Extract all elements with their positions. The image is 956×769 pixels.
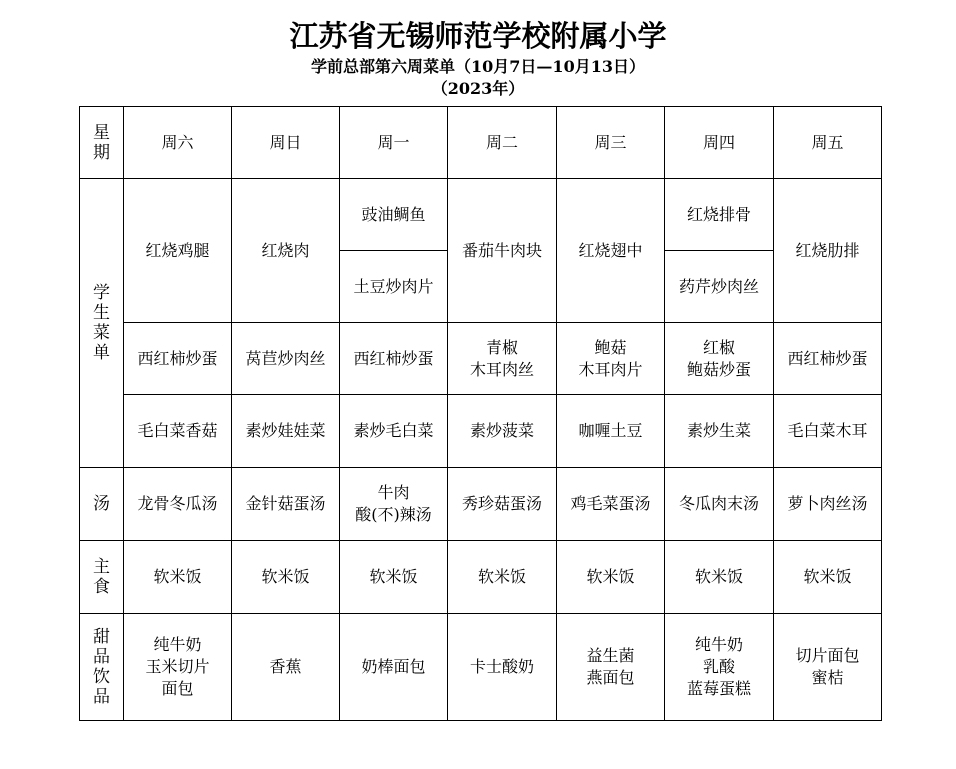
day-header-tue: 周二 <box>448 107 557 179</box>
side-dish-2-sat: 毛白菜香菇 <box>124 395 232 468</box>
dessert-thu-line-2: 乳酸 <box>702 657 735 676</box>
table-row-side-dish-1 <box>80 323 882 395</box>
side-dish-2-sun: 素炒娃娃菜 <box>232 395 340 468</box>
side-dish-1-sat: 西红柿炒蛋 <box>124 323 232 395</box>
staple-sat: 软米饭 <box>124 541 232 614</box>
dessert-sat-line-3: 面包 <box>161 679 194 698</box>
side-dish-1-wed-line-1: 鲍菇 <box>594 337 627 357</box>
soup-tue: 秀珍菇蛋汤 <box>448 468 557 541</box>
day-header-sun: 周日 <box>232 107 340 179</box>
dessert-thu-line-3: 蓝莓蛋糕 <box>686 679 751 698</box>
main-dish-tue: 番茄牛肉块 <box>448 179 557 323</box>
dessert-thu-line-1: 纯牛奶 <box>694 635 743 654</box>
weekly-menu-table <box>79 106 882 721</box>
main-dish-sun: 红烧肉 <box>232 179 340 323</box>
soup-mon <box>340 468 448 541</box>
dessert-tue: 卡士酸奶 <box>448 614 557 721</box>
table-row-dessert <box>80 614 882 721</box>
dessert-sat <box>124 614 232 721</box>
day-header-fri: 周五 <box>774 107 882 179</box>
day-header-wed: 周三 <box>557 107 665 179</box>
soup-sat: 龙骨冬瓜汤 <box>124 468 232 541</box>
dessert-thu <box>665 614 774 721</box>
staple-fri: 软米饭 <box>774 541 882 614</box>
category-soup-label: 汤 <box>93 494 110 514</box>
staple-mon: 软米饭 <box>340 541 448 614</box>
side-dish-1-sun: 莴苣炒肉丝 <box>232 323 340 395</box>
main-dish-fri: 红烧肋排 <box>774 179 882 323</box>
soup-wed: 鸡毛菜蛋汤 <box>557 468 665 541</box>
side-dish-1-wed-line-2: 木耳肉片 <box>578 359 643 379</box>
dessert-fri <box>774 614 882 721</box>
soup-mon-line-2: 酸(不)辣汤 <box>355 505 432 524</box>
dessert-wed <box>557 614 665 721</box>
dessert-mon: 奶棒面包 <box>340 614 448 721</box>
main-dish-mon-b: 土豆炒肉片 <box>340 251 448 323</box>
side-dish-2-fri: 毛白菜木耳 <box>774 395 882 468</box>
side-dish-1-tue-line-2: 木耳肉丝 <box>469 359 534 379</box>
category-student-menu-label: 学生菜单 <box>93 283 110 363</box>
dessert-sat-line-2: 玉米切片 <box>145 657 210 676</box>
soup-mon-line-1: 牛肉 <box>377 483 410 502</box>
soup-sun: 金针菇蛋汤 <box>232 468 340 541</box>
menu-subtitle: 学前总部第六周菜单（10月7日—10月13日） <box>311 57 645 76</box>
category-staple <box>80 541 124 614</box>
menu-year: （2023年） <box>431 79 525 98</box>
category-soup <box>80 468 124 541</box>
dessert-wed-line-1: 益生菌 <box>586 646 635 665</box>
staple-thu: 软米饭 <box>665 541 774 614</box>
staple-tue: 软米饭 <box>448 541 557 614</box>
day-header-mon: 周一 <box>340 107 448 179</box>
dessert-sun: 香蕉 <box>232 614 340 721</box>
main-dish-mon-a: 豉油鲷鱼 <box>340 179 448 251</box>
side-dish-1-fri: 西红柿炒蛋 <box>774 323 882 395</box>
side-dish-1-thu-line-2: 鲍菇炒蛋 <box>686 359 751 379</box>
dessert-sat-line-1: 纯牛奶 <box>153 635 202 654</box>
side-dish-1-wed <box>557 323 665 395</box>
day-header-sat: 周六 <box>124 107 232 179</box>
main-dish-thu-a: 红烧排骨 <box>665 179 774 251</box>
page-title: 江苏省无锡师范学校附属小学 <box>289 19 667 53</box>
category-dessert <box>80 614 124 721</box>
day-header-thu: 周四 <box>665 107 774 179</box>
side-dish-1-mon: 西红柿炒蛋 <box>340 323 448 395</box>
side-dish-1-tue-line-1: 青椒 <box>485 337 518 357</box>
side-dish-1-thu <box>665 323 774 395</box>
dessert-fri-line-1: 切片面包 <box>795 646 860 665</box>
category-staple-label: 主食 <box>93 557 110 597</box>
main-dish-sat: 红烧鸡腿 <box>124 179 232 323</box>
table-row-side-dish-2 <box>80 395 882 468</box>
corner-header-label: 星期 <box>93 122 110 163</box>
dessert-wed-line-2: 燕面包 <box>586 668 635 687</box>
staple-sun: 软米饭 <box>232 541 340 614</box>
side-dish-2-thu: 素炒生菜 <box>665 395 774 468</box>
side-dish-2-wed: 咖喱土豆 <box>557 395 665 468</box>
main-dish-wed: 红烧翅中 <box>557 179 665 323</box>
category-student-menu <box>80 179 124 468</box>
category-dessert-label: 甜品饮品 <box>93 627 110 707</box>
table-row-staple <box>80 541 882 614</box>
table-row-main-dish-a <box>80 179 882 251</box>
corner-header-cell <box>80 107 124 179</box>
side-dish-1-thu-line-1: 红椒 <box>702 337 735 357</box>
table-row-header <box>80 107 882 179</box>
table-row-soup <box>80 468 882 541</box>
soup-thu: 冬瓜肉末汤 <box>665 468 774 541</box>
staple-wed: 软米饭 <box>557 541 665 614</box>
side-dish-2-mon: 素炒毛白菜 <box>340 395 448 468</box>
side-dish-1-tue <box>448 323 557 395</box>
soup-fri: 萝卜肉丝汤 <box>774 468 882 541</box>
main-dish-thu-b: 药芹炒肉丝 <box>665 251 774 323</box>
dessert-fri-line-2: 蜜桔 <box>811 668 844 687</box>
side-dish-2-tue: 素炒菠菜 <box>448 395 557 468</box>
